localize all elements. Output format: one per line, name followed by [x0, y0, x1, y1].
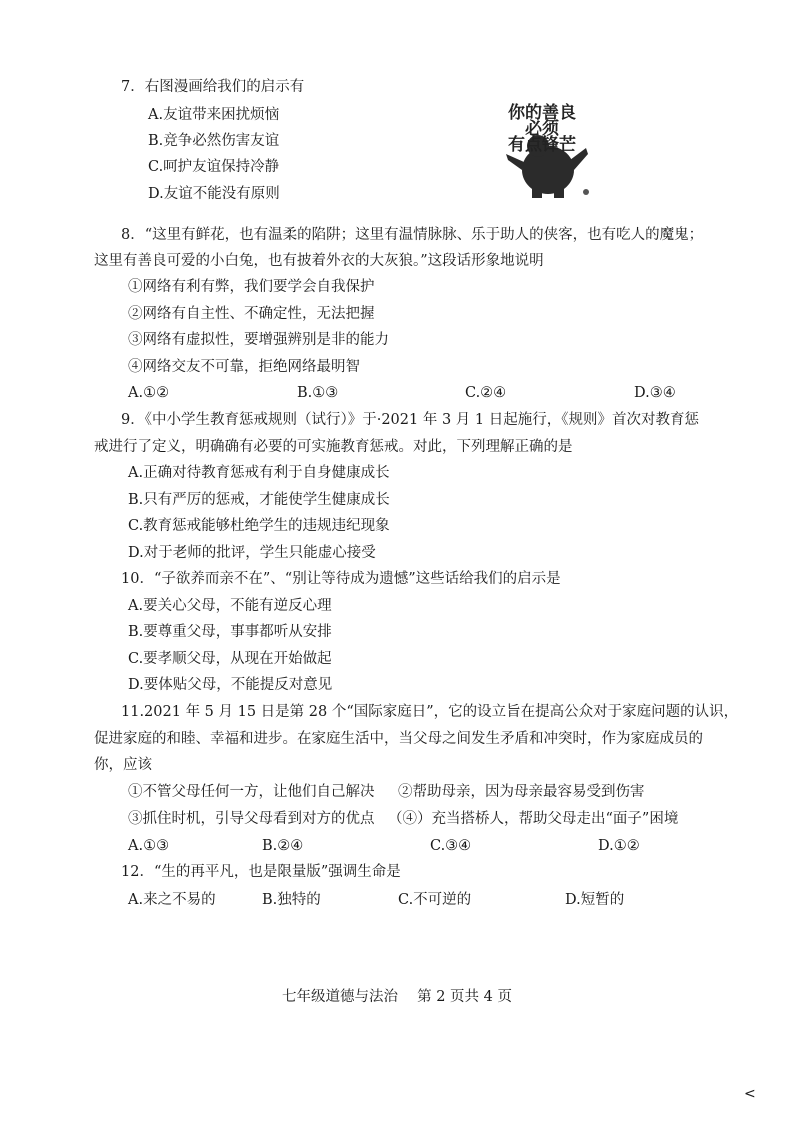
cartoon-caption-1: 你的善良	[508, 103, 576, 123]
q11-choice-a: A.①③	[128, 838, 170, 854]
q8-choice-b: B.①③	[297, 385, 339, 401]
q8-choices	[0, 383, 794, 405]
q10-stem: 10．“子欲养而亲不在”、“别让等待成为遗憾”这些话给我们的启示是	[121, 571, 561, 587]
q9-option-a: A.正确对待教育惩戒有利于自身健康成长	[128, 465, 390, 481]
q11-items-row2	[0, 809, 794, 831]
q12-choice-d: D.短暂的	[565, 892, 625, 908]
q11-item-2: ②帮助母亲，因为母亲最容易受到伤害	[398, 784, 645, 800]
q10-option-b: B.要尊重父母，事事都听从安排	[128, 624, 332, 640]
q9-stem-line2: 戒进行了定义，明确确有必要的可实施教育惩戒。对此，下列理解正确的是	[94, 439, 573, 455]
corner-mark: <	[744, 1086, 756, 1102]
q7-option-c: C.呵护友谊保持冷静	[148, 159, 280, 175]
q9-option-c: C.教育惩戒能够杜绝学生的违规违纪现象	[128, 518, 390, 534]
q11-item-1: ①不管父母任何一方，让他们自己解决	[128, 784, 375, 800]
q8-item-3: ③网络有虚拟性，要增强辨别是非的能力	[128, 332, 389, 348]
q7-stem: 7．右图漫画给我们的启示有	[121, 79, 305, 95]
q10-option-c: C.要孝顺父母，从现在开始做起	[128, 651, 332, 667]
q9-stem-line1: 9．《中小学生教育惩戒规则（试行）》于·2021 年 3 月 1 日起施行，《规则》首次对教育惩	[121, 412, 699, 428]
q11-choice-d: D.①②	[598, 838, 640, 854]
q7-option-d: D.友谊不能没有原则	[148, 186, 280, 202]
q9-option-d: D.对于老师的批评，学生只能虚心接受	[128, 545, 376, 561]
q12-stem: 12．“生的再平凡，也是限量版”强调生命是	[121, 864, 401, 880]
q11-stem-line3: 你，应该	[94, 757, 152, 773]
q8-item-1: ①网络有利有弊，我们要学会自我保护	[128, 279, 375, 295]
q12-choices	[0, 890, 794, 912]
q8-choice-d: D.③④	[634, 385, 676, 401]
q8-stem-line1: 8．“这里有鲜花，也有温柔的陷阱；这里有温情脉脉、乐于助人的侠客，也有吃人的魔鬼；	[121, 227, 704, 243]
q9-option-b: B.只有严厉的惩戒，才能使学生健康成长	[128, 492, 390, 508]
q12-choice-c: C.不可逆的	[398, 892, 472, 908]
q11-choices	[0, 836, 794, 858]
q11-stem-line1: 11.2021 年 5 月 15 日是第 28 个“国际家庭日”，它的设立旨在提高公众对于家庭问题的认识，	[121, 704, 739, 720]
q11-item-3: ③抓住时机，引导父母看到对方的优点	[128, 811, 375, 827]
q11-choice-c: C.③④	[430, 838, 472, 854]
cartoon-caption-3: 有点锋芒	[508, 135, 576, 155]
q7-cartoon	[486, 100, 598, 200]
q8-stem-line2: 这里有善良可爱的小白兔，也有披着外衣的大灰狼。”这段话形象地说明	[94, 253, 544, 269]
q11-stem-line2: 促进家庭的和睦、幸福和进步。在家庭生活中，当父母之间发生矛盾和冲突时，作为家庭成员的	[94, 731, 703, 747]
q10-option-a: A.要关心父母，不能有逆反心理	[128, 598, 332, 614]
cartoon-caption-2: 必须	[525, 119, 559, 139]
q10-option-d: D.要体贴父母，不能提反对意见	[128, 677, 333, 693]
q7-option-b: B.竞争必然伤害友谊	[148, 133, 280, 149]
q8-item-2: ②网络有自主性、不确定性，无法把握	[128, 306, 375, 322]
page-footer: 七年级道德与法治 第 2 页共 4 页	[282, 989, 512, 1005]
q8-choice-c: C.②④	[465, 385, 507, 401]
q8-choice-a: A.①②	[128, 385, 170, 401]
q12-choice-b: B.独特的	[262, 892, 321, 908]
q7-option-a: A.友谊带来困扰烦恼	[148, 107, 280, 123]
q11-items-row1	[0, 782, 794, 804]
q11-choice-b: B.②④	[262, 838, 304, 854]
q11-item-4: （④）充当搭桥人，帮助父母走出“面子”困境	[388, 811, 679, 827]
q8-item-4: ④网络交友不可靠，拒绝网络最明智	[128, 359, 360, 375]
q12-choice-a: A.来之不易的	[128, 892, 216, 908]
